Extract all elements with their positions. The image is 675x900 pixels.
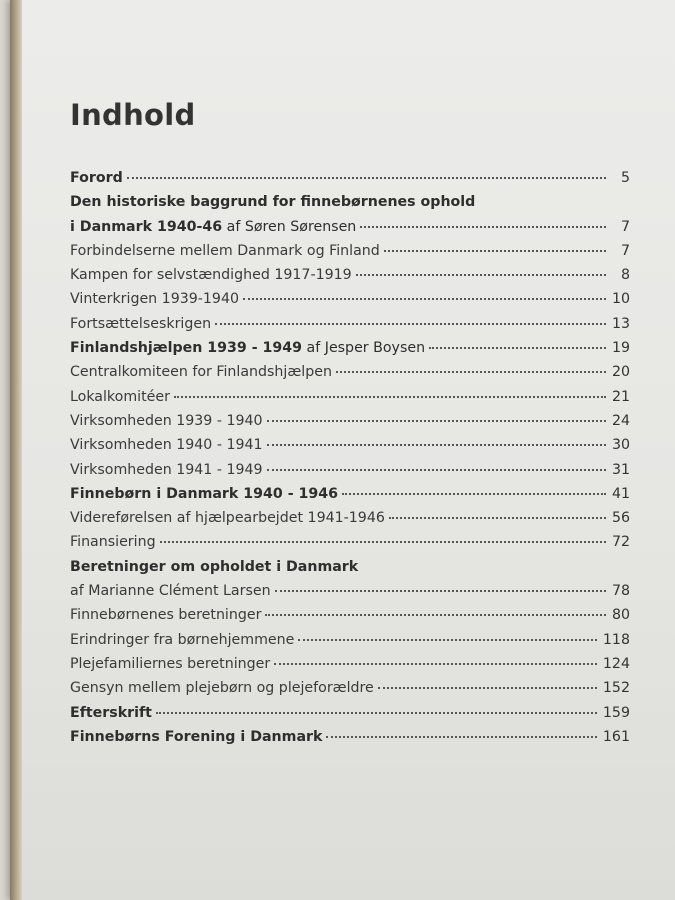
- toc-entry-text: Videreførelsen af hjælpearbejdet 1941-1946: [70, 510, 385, 527]
- dot-leader: [215, 323, 606, 325]
- toc-entry-page: 8: [620, 267, 630, 284]
- toc-entry: [70, 729, 630, 753]
- toc-entry-title: [70, 705, 152, 721]
- toc-entry-title: [70, 583, 271, 599]
- book-spine: [10, 0, 22, 900]
- toc-entry-page: 78: [611, 583, 630, 600]
- toc-entry-text: Beretninger om opholdet i Danmark: [70, 558, 359, 575]
- toc-entry-title: [70, 559, 358, 575]
- dot-leader: [265, 614, 606, 616]
- toc-entry: [70, 462, 630, 486]
- dot-leader: [336, 371, 606, 373]
- toc-entry-page: 5: [620, 170, 630, 186]
- dot-leader: [360, 226, 606, 228]
- toc-entry-page: 19: [611, 340, 630, 357]
- toc-entry-page: 20: [611, 364, 630, 381]
- dot-leader: [267, 444, 606, 446]
- dot-leader: [342, 493, 606, 495]
- toc-entry-page: 7: [620, 218, 630, 235]
- dot-leader: [378, 687, 597, 689]
- toc-entry-page: 21: [611, 388, 630, 405]
- toc-entry-title: [70, 219, 356, 235]
- toc-entry-text: Forord: [70, 170, 123, 186]
- toc-entry-page: 10: [611, 291, 630, 308]
- toc-entry-page: 31: [611, 461, 630, 478]
- toc-entry-page: 56: [611, 510, 630, 527]
- toc-entry-page: 80: [611, 607, 630, 624]
- toc-entry-title: [70, 632, 294, 648]
- toc-entry-title: [70, 729, 322, 745]
- toc-entry-title: [70, 170, 123, 186]
- dot-leader: [267, 420, 606, 422]
- dot-leader: [384, 250, 606, 252]
- toc-entry-page: 13: [611, 315, 630, 332]
- toc-entry-title: [70, 340, 425, 356]
- toc-entry-title: [70, 437, 263, 453]
- dot-leader: [274, 663, 597, 665]
- toc-entry-page: 124: [602, 655, 630, 672]
- toc-entry-text: Forbindelserne mellem Danmark og Finland: [70, 242, 380, 259]
- toc-entry-title: [70, 291, 239, 307]
- dot-leader: [275, 590, 606, 592]
- toc-entry: [70, 316, 630, 340]
- toc-entry-title: [70, 243, 380, 259]
- toc-entry: [70, 267, 630, 291]
- toc-entry-page: 152: [602, 680, 630, 697]
- toc-entry-text: Erindringer fra børnehjemmene: [70, 631, 295, 648]
- toc-entry-text: af Marianne Clément Larsen: [70, 583, 271, 600]
- toc-entry: [70, 170, 630, 194]
- toc-entry-title: [70, 364, 332, 380]
- toc-entry-text: Finlandshjælpen 1939 - 1949: [70, 340, 303, 357]
- dot-leader: [326, 736, 596, 738]
- toc-entry: [70, 680, 630, 704]
- toc-entry-text: Finnebørns Forening i Danmark: [70, 728, 323, 745]
- toc-entry-title: [70, 656, 270, 672]
- toc-entry-author: af Søren Sørensen: [222, 218, 357, 235]
- toc-entry: [70, 510, 630, 534]
- toc-entry-title: [70, 389, 170, 405]
- toc-entry-title: [70, 316, 211, 332]
- toc-entry: [70, 583, 630, 607]
- toc-entry-text: Efterskrift: [70, 704, 152, 721]
- toc-entry-author: af Jesper Boysen: [302, 340, 426, 357]
- toc-entry: [70, 559, 630, 583]
- toc-entry: [70, 291, 630, 315]
- toc-entry: [70, 632, 630, 656]
- toc-entry-title: [70, 267, 352, 283]
- toc-entry-text: Kampen for selvstændighed 1917-1919: [70, 267, 352, 284]
- toc-entry-title: [70, 462, 263, 478]
- toc-entry: [70, 389, 630, 413]
- toc-entry-text: Plejefamiliernes beretninger: [70, 655, 271, 672]
- toc-entry-text: Den historiske baggrund for finnebørnenes ophold: [70, 194, 476, 211]
- toc-entry-text: Virksomheden 1939 - 1940: [70, 412, 263, 429]
- toc-entry-text: Gensyn mellem plejebørn og plejeforældre: [70, 680, 374, 697]
- toc-entry: [70, 656, 630, 680]
- toc-entry: [70, 219, 630, 243]
- toc-entry-page: 7: [620, 242, 630, 259]
- toc-entry: [70, 243, 630, 267]
- dot-leader: [389, 517, 606, 519]
- dot-leader: [156, 712, 597, 714]
- toc-entry-title: [70, 680, 374, 696]
- dot-leader: [243, 298, 606, 300]
- toc-entry: [70, 534, 630, 558]
- toc-entry-text: Centralkomiteen for Finlandshjælpen: [70, 364, 332, 381]
- toc-entry-text: Virksomheden 1940 - 1941: [70, 437, 263, 454]
- toc-entry-text: i Danmark 1940-46: [70, 218, 223, 235]
- toc-entry-text: Virksomheden 1941 - 1949: [70, 461, 263, 478]
- toc-entry: [70, 705, 630, 729]
- toc-entry: [70, 413, 630, 437]
- dot-leader: [127, 177, 606, 179]
- toc-entry-title: [70, 194, 475, 210]
- page-title: Indhold: [70, 98, 196, 132]
- toc-entry: [70, 486, 630, 510]
- toc-entry: [70, 437, 630, 461]
- toc-entry-title: [70, 510, 385, 526]
- toc-entry-text: Finnebørnenes beretninger: [70, 607, 262, 624]
- dot-leader: [356, 274, 606, 276]
- toc-entry-page: 118: [602, 631, 630, 648]
- toc-entry: [70, 340, 630, 364]
- toc-entry-text: Finansiering: [70, 534, 156, 551]
- toc-entry-text: Finnebørn i Danmark 1940 - 1946: [70, 485, 339, 502]
- toc-entry-text: Fortsættelseskrigen: [70, 315, 212, 332]
- table-of-contents: [70, 170, 630, 753]
- book-page: [10, 0, 675, 900]
- toc-entry-title: [70, 534, 156, 550]
- toc-entry: [70, 194, 630, 218]
- toc-entry-page: 41: [611, 485, 630, 502]
- toc-entry: [70, 607, 630, 631]
- toc-entry-title: [70, 486, 338, 502]
- toc-entry-title: [70, 413, 263, 429]
- toc-entry-page: 159: [602, 704, 630, 721]
- dot-leader: [174, 396, 606, 398]
- toc-entry-page: 161: [602, 728, 630, 745]
- toc-entry-text: Vinterkrigen 1939-1940: [70, 291, 240, 308]
- toc-entry-text: Lokalkomitéer: [70, 388, 170, 405]
- toc-entry: [70, 364, 630, 388]
- dot-leader: [429, 347, 606, 349]
- dot-leader: [267, 469, 606, 471]
- toc-entry-page: 24: [611, 412, 630, 429]
- toc-entry-page: 72: [611, 534, 630, 551]
- toc-entry-title: [70, 607, 261, 623]
- toc-entry-page: 30: [611, 437, 630, 454]
- dot-leader: [160, 541, 606, 543]
- dot-leader: [298, 639, 597, 641]
